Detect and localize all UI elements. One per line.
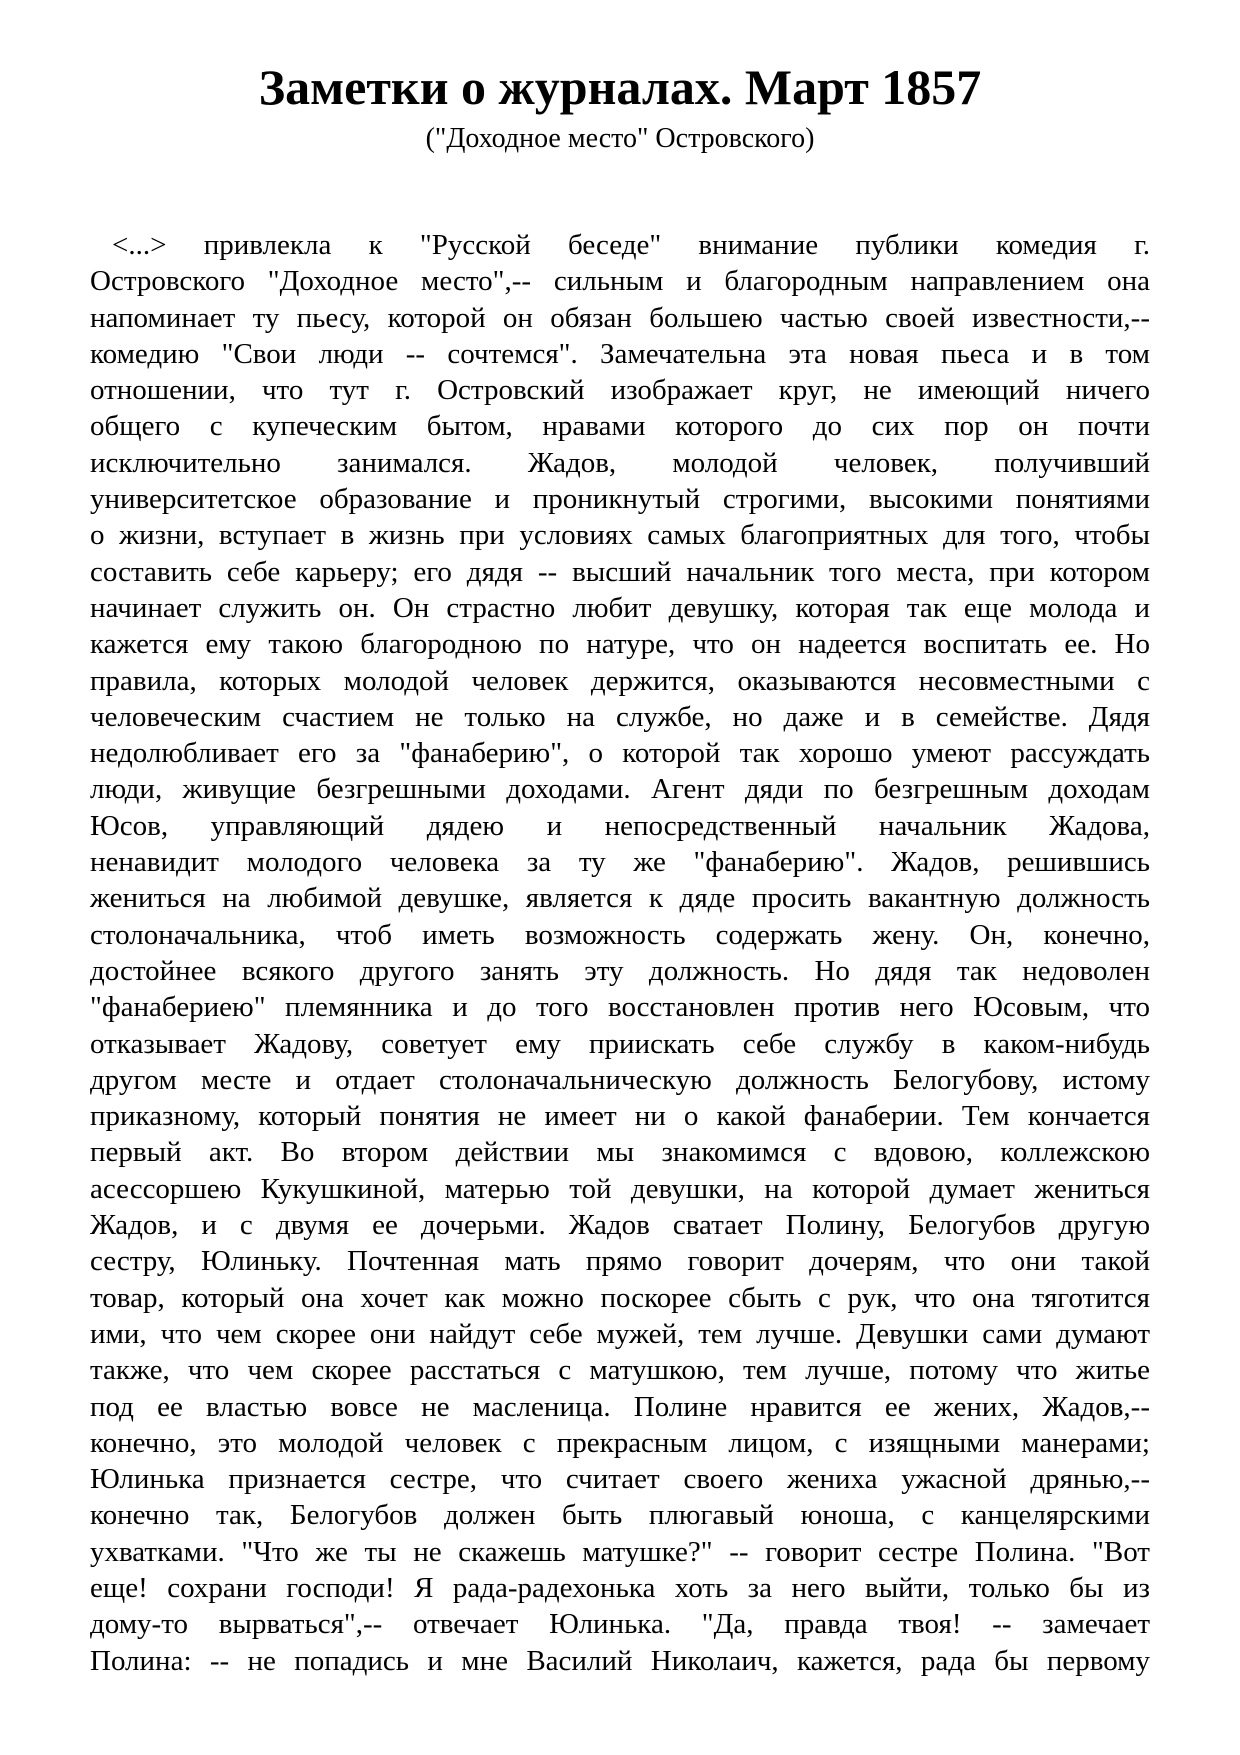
text-line: конечно, это молодой человек с прекрасным лицом, с изящными манерами; [90, 1426, 1150, 1459]
text-line: недолюбливает его за "фанаберию", о которой так хорошо умеют рассуждать [90, 737, 1150, 770]
text-line: люди, живущие безгрешными доходами. Агент дяди по безгрешным доходам [90, 773, 1150, 806]
text-line: асессоршею Кукушкиной, матерью той девушки, на которой думает жениться [90, 1172, 1150, 1205]
text-line: правила, которых молодой человек держится, оказываются несовместными с [90, 664, 1150, 697]
text-line: ухватками. "Что же ты не скажешь матушке?" -- говорит сестре Полина. "Вот [90, 1535, 1150, 1568]
text-line: <...> привлекла к "Русской беседе" внимание публики комедия г. [112, 229, 1150, 261]
text-line: ими, что чем скорее они найдут себе мужей, тем лучше. Девушки сами думают [90, 1317, 1150, 1350]
text-line: столоначальника, чтоб иметь возможность содержать жену. Он, конечно, [90, 918, 1150, 951]
text-line: под ее властью вовсе не масленица. Полине нравится ее жених, Жадов,-- [90, 1390, 1150, 1423]
text-line: Полина: -- не попадись и мне Василий Николаич, кажется, рада бы первому [90, 1644, 1150, 1677]
text-line: достойнее всякого другого занять эту должность. Но дядя так недоволен [90, 954, 1150, 987]
text-line: Жадов, и с двумя ее дочерьми. Жадов сватает Полину, Белогубов другую [90, 1209, 1150, 1242]
text-line: еще! сохрани господи! Я рада-радехонька хоть за него выйти, только бы из [90, 1571, 1150, 1604]
document-subtitle: ("Доходное место" Островского) [425, 123, 815, 154]
text-line: человеческим счастием не только на службе, но даже и в семействе. Дядя [90, 700, 1150, 733]
text-line: исключительно занимался. Жадов, молодой человек, получивший [90, 446, 1150, 479]
text-line: начинает служить он. Он страстно любит девушку, которая так еще молода и [90, 591, 1150, 624]
text-line: отказывает Жадову, советует ему приискать себе службу в каком-нибудь [90, 1027, 1150, 1060]
text-line: дому-то вырваться",-- отвечает Юлинька. "Да, правда твоя! -- замечает [90, 1608, 1150, 1641]
text-line: ненавидит молодого человека за ту же "фанаберию". Жадов, решившись [90, 846, 1150, 879]
text-line: комедию "Свои люди -- сочтемся". Замечательна эта новая пьеса и в том [90, 337, 1150, 370]
document-title: Заметки о журналах. Март 1857 [258, 59, 982, 115]
text-line: приказному, который понятия не имеет ни о какой фанаберии. Тем кончается [90, 1100, 1150, 1133]
text-line: университетское образование и проникнутый строгими, высокими понятиями [90, 483, 1150, 516]
text-line: "фанабериею" племянника и до того восстановлен против него Юсовым, что [90, 991, 1150, 1024]
text-line: напоминает ту пьесу, которой он обязан большею частью своей известности,-- [90, 301, 1150, 334]
text-line: первый акт. Во втором действии мы знакомимся с вдовою, коллежскою [90, 1136, 1150, 1169]
text-line: конечно так, Белогубов должен быть плюгавый юноша, с канцелярскими [90, 1499, 1150, 1532]
text-line: отношении, что тут г. Островский изображает круг, не имеющий ничего [90, 374, 1150, 407]
text-line: кажется ему такою благородною по натуре, что он надеется воспитать ее. Но [90, 628, 1150, 661]
text-line: общего с купеческим бытом, нравами которого до сих пор он почти [90, 410, 1150, 443]
text-line: жениться на любимой девушке, является к дяде просить вакантную должность [90, 882, 1150, 915]
text-line: составить себе карьеру; его дядя -- высший начальник того места, при котором [90, 555, 1150, 588]
text-line: также, что чем скорее расстаться с матушкою, тем лучше, потому что житье [90, 1354, 1150, 1387]
text-line: о жизни, вступает в жизнь при условиях самых благоприятных для того, чтобы [90, 519, 1150, 552]
body-paragraph [90, 227, 1150, 1679]
text-line: Юсов, управляющий дядею и непосредственный начальник Жадова, [90, 809, 1150, 842]
text-line: Юлинька признается сестре, что считает своего жениха ужасной дрянью,-- [90, 1463, 1150, 1496]
text-line: товар, который она хочет как можно поскорее сбыть с рук, что она тяготится [90, 1281, 1150, 1314]
text-line: Островского "Доходное место",-- сильным и благородным направлением она [90, 265, 1150, 298]
text-line: сестру, Юлиньку. Почтенная мать прямо говорит дочерям, что они такой [90, 1245, 1150, 1278]
text-line: другом месте и отдает столоначальническую должность Белогубову, истому [90, 1063, 1150, 1096]
